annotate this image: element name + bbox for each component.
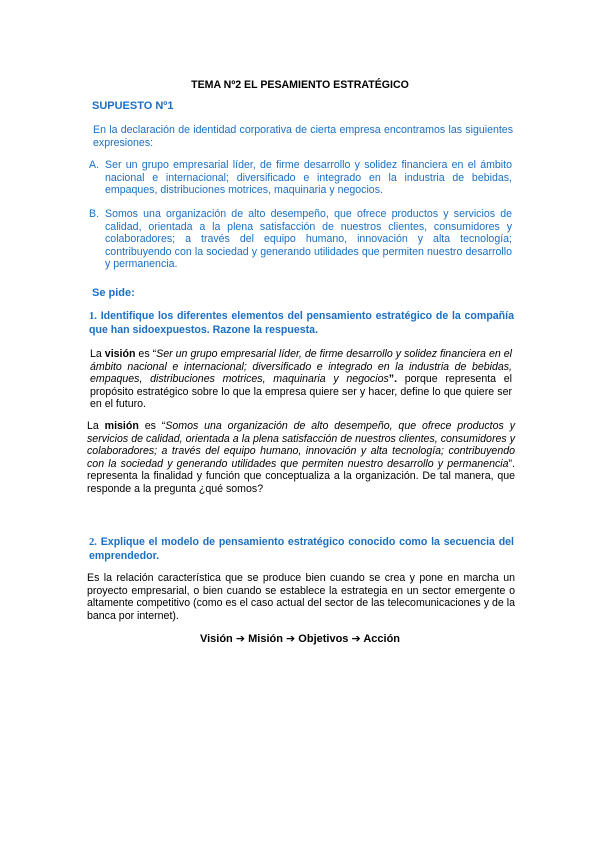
expression-a-text: Ser un grupo empresarial líder, de firme desarrollo y solidez financiera en el ámbito nacional e internacional; diversificado e integrado en la industria de bebidas, empaques, distribuciones motrices, maquinaria y negocios.	[105, 159, 512, 197]
sequence-arrow-icon: ➔	[282, 633, 299, 645]
vision-term: visión	[104, 348, 136, 360]
sequence-step-accion: Acción	[363, 633, 401, 645]
expression-b-marker: B.	[89, 208, 100, 220]
vision-lead: La	[90, 348, 105, 360]
mision-open-quote: es “	[138, 420, 166, 432]
sequence-arrow-icon: ➔	[232, 633, 249, 645]
supuesto-heading: SUPUESTO Nº1	[92, 100, 174, 112]
vision-quote: Ser un grupo empresarial líder, de firme desarrollo y solidez financiera en el ámbito nacional e internacional; diversificado e integrado en la industria de bebidas, empaques, distribuciones motrices, maquinaria y negocios	[90, 348, 512, 386]
vision-explanation: porque representa el propósito estratégico sobre lo que la empresa quiere ser y hacer, define lo que quiere ser en el futuro.	[90, 373, 512, 411]
se-pide-heading: Se pide:	[92, 287, 135, 299]
document-title: TEMA Nº2 EL PESAMIENTO ESTRATÉGICO	[191, 79, 409, 91]
intro-paragraph: En la declaración de identidad corporativa de cierta empresa encontramos las siguientes expresiones:	[93, 124, 513, 149]
expression-a-marker: A.	[89, 159, 100, 171]
question-2-number: 2.	[89, 537, 97, 548]
vision-open-quote: es “	[135, 348, 157, 360]
vision-answer	[90, 348, 512, 411]
sequence-step-vision: Visión	[199, 633, 233, 645]
mision-lead: La	[87, 420, 105, 432]
question-2-answer: Es la relación característica que se produce bien cuando se crea y pone en marcha un proyecto empresarial, o bien cuando se establece la estrategia en un sector emergente o altamente competitivo (como es el caso actual del sector de las telecomunicaciones y de la banca por internet).	[87, 572, 515, 622]
sequence-step-mision: Misión	[248, 633, 283, 645]
question-1-text: Identifique los diferentes elementos del pensamiento estratégico de la compañía que han sidoexpuestos. Razone la respuesta.	[89, 310, 514, 336]
mision-quote: Somos una organización de alto desempeño, que ofrece productos y servicios de calidad, orientada a la plena satisfacción de nuestros clientes, consumidores y colaboradores; a través del equipo humano, innovación y alta tecnología; contribuyendo con la sociedad y generando utilidades que permiten nuestro desarrollo y permanencia	[87, 420, 515, 470]
expression-b	[89, 208, 512, 271]
question-1-number: 1.	[89, 311, 97, 322]
sequence-step-objetivos: Objetivos	[298, 633, 349, 645]
vision-close-quote: ”.	[388, 373, 398, 386]
mision-term: misión	[104, 420, 139, 432]
sequence-line	[0, 633, 600, 646]
mision-answer	[87, 420, 515, 496]
question-1	[89, 310, 514, 336]
expression-b-text: Somos una organización de alto desempeño, que ofrece productos y servicios de calidad, orientada a la plena satisfacción de nuestros clientes, consumidores y colaboradores; a través del equipo humano, innovación y alta tecnología; contribuyendo con la sociedad y generando utilidades que permiten nuestro desarrollo y permanencia.	[105, 208, 512, 271]
question-2-text: Explique el modelo de pensamiento estratégico conocido como la secuencia del emprendedor.	[89, 536, 514, 562]
mision-explanation: ”. representa la finalidad y función que conceptualiza a la organización. De tal manera, que responde a la pregunta ¿qué somos?	[87, 457, 515, 495]
question-2	[89, 536, 514, 562]
sequence-arrow-icon: ➔	[348, 633, 364, 645]
expression-a	[89, 159, 512, 197]
